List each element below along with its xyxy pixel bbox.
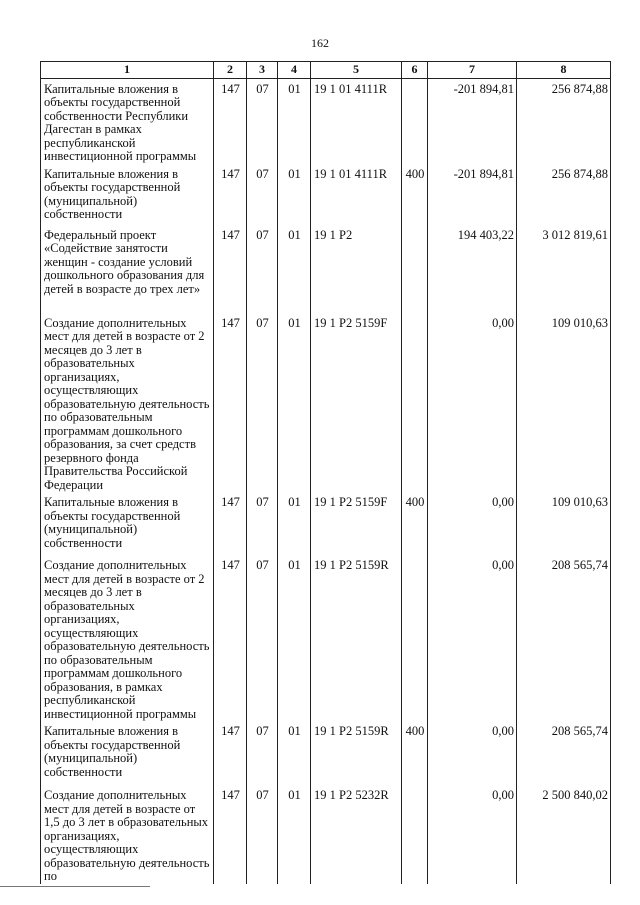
section-code: 07 — [247, 78, 278, 164]
ministry-code: 147 — [214, 78, 247, 164]
section-code: 07 — [247, 785, 278, 884]
column-header: 5 — [311, 62, 402, 79]
target-article-code: 19 1 01 4111R — [311, 78, 402, 164]
item-name: Создание дополнительных мест для детей в возрасте от 2 месяцев до 3 лет в образовательных организациях, осуществляющих образовательную деятельность по образовательным программам дошкольного образования, за счет средств резервного фонда Правительства Российской Федерации — [41, 313, 214, 493]
expense-type-code: 400 — [402, 721, 428, 785]
total-amount: 208 565,74 — [517, 555, 611, 721]
column-header: 7 — [428, 62, 517, 79]
ministry-code: 147 — [214, 492, 247, 555]
item-name: Федеральный проект «Содействие занятости женщин - создание условий дошкольного образования для детей в возрасте до трех лет» — [41, 225, 214, 313]
subsection-code: 01 — [278, 78, 311, 164]
change-amount: 0,00 — [428, 555, 517, 721]
total-amount: 3 012 819,61 — [517, 225, 611, 313]
expense-type-code — [402, 78, 428, 164]
change-amount: 0,00 — [428, 313, 517, 493]
table-row — [41, 785, 611, 884]
item-name: Создание дополнительных мест для детей в возрасте от 2 месяцев до 3 лет в образовательных организациях, осуществляющих образовательную деятельность по образовательным программам дошкольного образования, в рамках республиканской инвестиционной программы — [41, 555, 214, 721]
ministry-code: 147 — [214, 555, 247, 721]
subsection-code: 01 — [278, 492, 311, 555]
item-name: Капитальные вложения в объекты государственной (муниципальной) собственности — [41, 164, 214, 225]
item-name: Капитальные вложения в объекты государственной (муниципальной) собственности — [41, 721, 214, 785]
subsection-code: 01 — [278, 785, 311, 884]
total-amount: 2 500 840,02 — [517, 785, 611, 884]
expense-type-code: 400 — [402, 492, 428, 555]
ministry-code: 147 — [214, 225, 247, 313]
section-code: 07 — [247, 225, 278, 313]
total-amount: 208 565,74 — [517, 721, 611, 785]
ministry-code: 147 — [214, 721, 247, 785]
subsection-code: 01 — [278, 313, 311, 493]
table-row — [41, 78, 611, 164]
change-amount: 0,00 — [428, 721, 517, 785]
ministry-code: 147 — [214, 164, 247, 225]
change-amount: 0,00 — [428, 492, 517, 555]
ministry-code: 147 — [214, 313, 247, 493]
expense-type-code — [402, 555, 428, 721]
subsection-code: 01 — [278, 164, 311, 225]
expense-type-code — [402, 225, 428, 313]
change-amount: -201 894,81 — [428, 164, 517, 225]
expense-type-code: 400 — [402, 164, 428, 225]
subsection-code: 01 — [278, 555, 311, 721]
table-row — [41, 164, 611, 225]
section-code: 07 — [247, 555, 278, 721]
target-article-code: 19 1 P2 5159F — [311, 492, 402, 555]
column-header: 4 — [278, 62, 311, 79]
footer-rule — [0, 886, 150, 887]
total-amount: 256 874,88 — [517, 164, 611, 225]
target-article-code: 19 1 P2 — [311, 225, 402, 313]
change-amount: -201 894,81 — [428, 78, 517, 164]
expense-type-code — [402, 785, 428, 884]
table-row — [41, 225, 611, 313]
item-name: Создание дополнительных мест для детей в возрасте от 1,5 до 3 лет в образовательных организациях, осуществляющих образовательную деятельность по — [41, 785, 214, 884]
page-number: 162 — [311, 36, 329, 50]
total-amount: 109 010,63 — [517, 313, 611, 493]
item-name: Капитальные вложения в объекты государственной собственности Республики Дагестан в рамках республиканской инвестиционной программы — [41, 78, 214, 164]
table-row — [41, 555, 611, 721]
column-header: 1 — [41, 62, 214, 79]
total-amount: 109 010,63 — [517, 492, 611, 555]
table-row — [41, 492, 611, 555]
column-header: 3 — [247, 62, 278, 79]
target-article-code: 19 1 P2 5232R — [311, 785, 402, 884]
budget-table — [40, 61, 611, 884]
change-amount: 194 403,22 — [428, 225, 517, 313]
section-code: 07 — [247, 492, 278, 555]
ministry-code: 147 — [214, 785, 247, 884]
item-name: Капитальные вложения в объекты государственной (муниципальной) собственности — [41, 492, 214, 555]
target-article-code: 19 1 P2 5159R — [311, 555, 402, 721]
target-article-code: 19 1 P2 5159R — [311, 721, 402, 785]
section-code: 07 — [247, 164, 278, 225]
section-code: 07 — [247, 313, 278, 493]
table-header-row — [41, 62, 611, 79]
total-amount: 256 874,88 — [517, 78, 611, 164]
column-header: 8 — [517, 62, 611, 79]
table-row — [41, 721, 611, 785]
target-article-code: 19 1 P2 5159F — [311, 313, 402, 493]
table-row — [41, 313, 611, 493]
section-code: 07 — [247, 721, 278, 785]
column-header: 6 — [402, 62, 428, 79]
subsection-code: 01 — [278, 225, 311, 313]
subsection-code: 01 — [278, 721, 311, 785]
target-article-code: 19 1 01 4111R — [311, 164, 402, 225]
change-amount: 0,00 — [428, 785, 517, 884]
expense-type-code — [402, 313, 428, 493]
column-header: 2 — [214, 62, 247, 79]
